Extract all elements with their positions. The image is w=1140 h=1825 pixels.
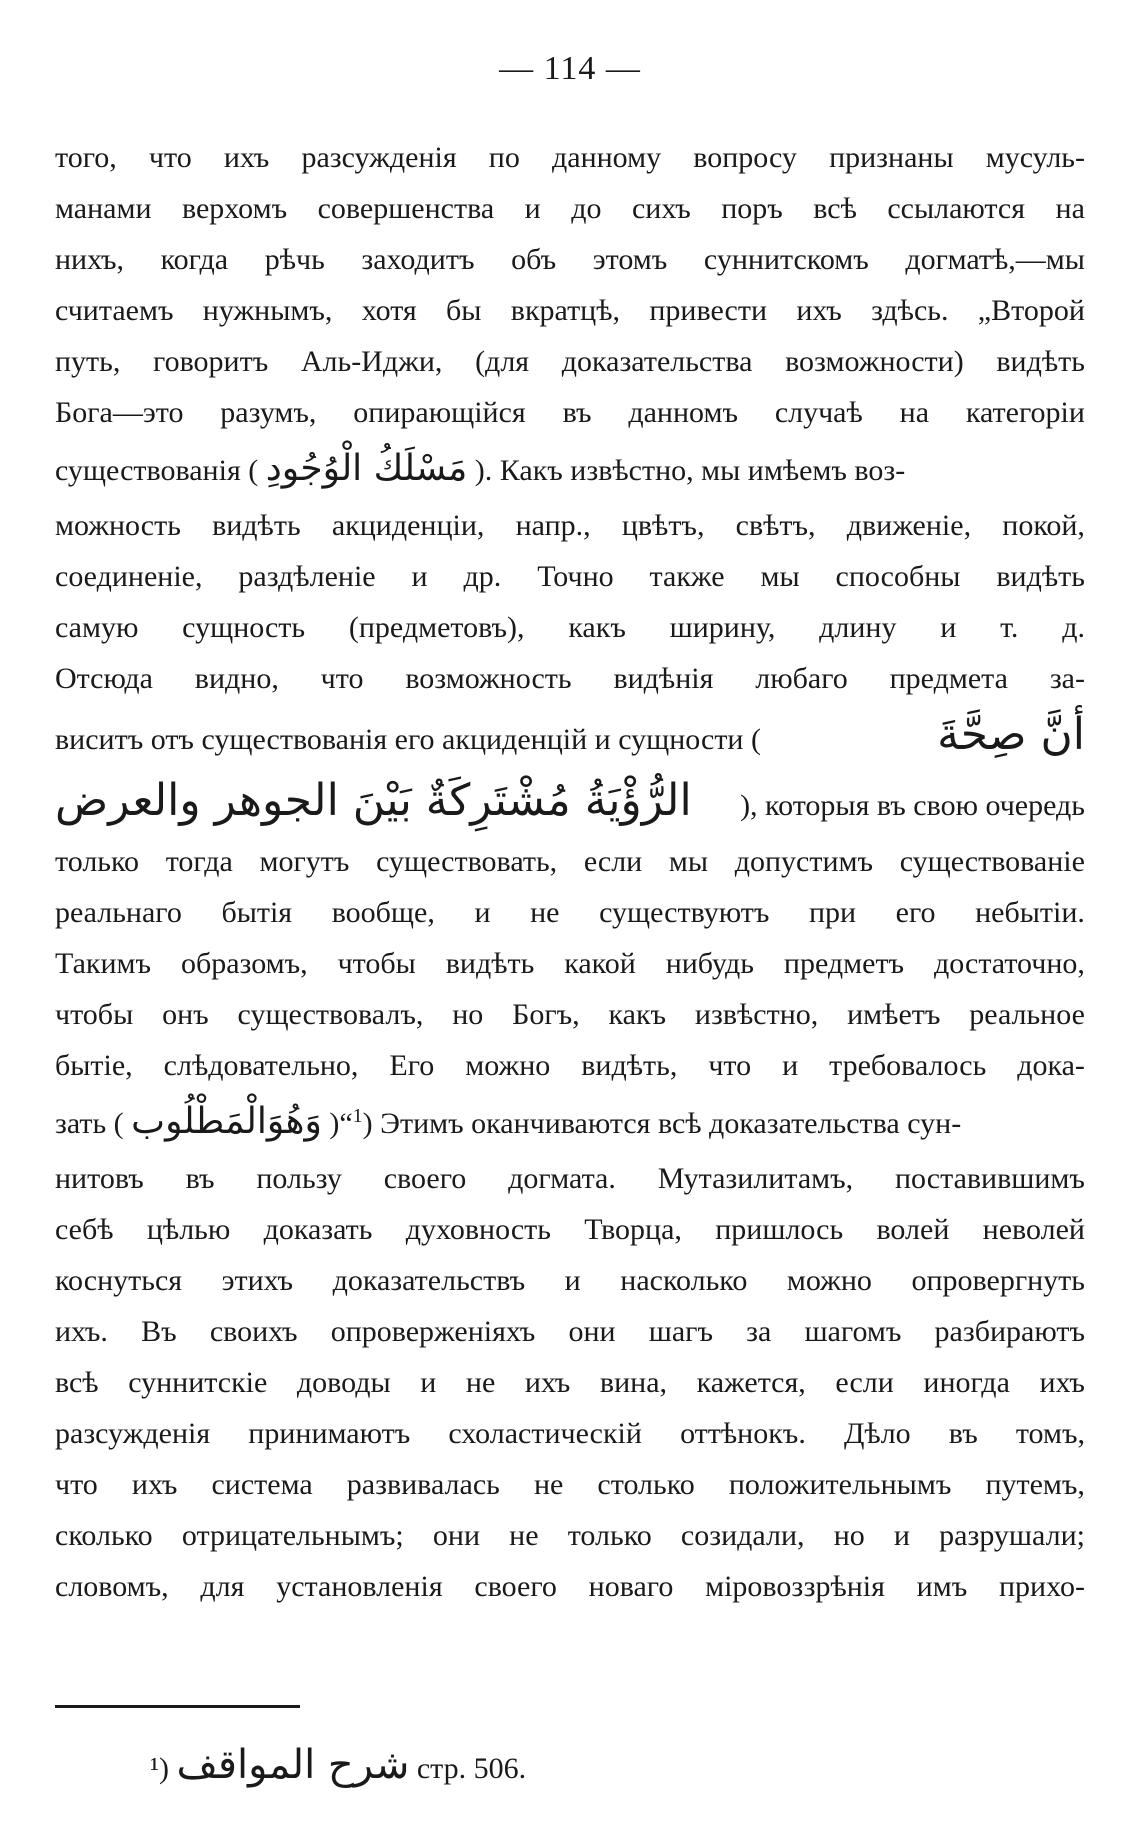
text-segment: [55, 1408, 1085, 1459]
arabic-phrase: مَسْلَكُ الْوُجُودِ: [265, 448, 468, 489]
text-segment: [55, 285, 1085, 336]
word: мусуль-: [985, 141, 1085, 174]
word: нибудь: [665, 947, 754, 980]
word: Творца,: [584, 1213, 682, 1246]
word: движеніе,: [846, 509, 972, 542]
text-line-inline: [55, 438, 905, 500]
text-segment: ) Этимъ оканчиваются всѣ доказательства сун-: [362, 1107, 962, 1140]
word: видѣнія: [613, 662, 714, 695]
word: принимаютъ: [248, 1417, 411, 1450]
text-segment: [55, 387, 1085, 438]
footnote-divider: [55, 1705, 300, 1708]
word: положительнымъ: [728, 1468, 952, 1501]
word: отрицательнымъ;: [181, 1519, 404, 1552]
text-line: [55, 1408, 1085, 1459]
text-segment: [55, 183, 1085, 234]
word: доказать: [263, 1213, 373, 1246]
word: д.: [1062, 611, 1085, 644]
word: до: [571, 192, 602, 225]
word: бытіе,: [55, 1049, 133, 1082]
word: доказательства: [561, 345, 753, 378]
word: видно,: [194, 662, 279, 695]
word: и: [411, 560, 428, 593]
word: Такимъ: [55, 947, 152, 980]
word: что: [148, 141, 192, 174]
word: сихъ: [631, 192, 691, 225]
text-segment: [55, 1357, 1085, 1408]
word: сколько: [55, 1519, 153, 1552]
text-segment: зать (: [55, 1107, 124, 1140]
word: самую: [55, 611, 139, 644]
word: можность: [55, 509, 181, 542]
text-line: [55, 1204, 1085, 1255]
word: опирающійся: [353, 396, 526, 429]
word: какъ: [608, 998, 667, 1031]
word: бы: [446, 294, 482, 327]
word: за: [746, 1315, 772, 1348]
word: доводы: [296, 1366, 391, 1399]
text-segment: [55, 1040, 1085, 1091]
word: вопросу: [693, 141, 797, 174]
word: (предметовъ),: [348, 611, 525, 644]
word: столько: [597, 1468, 695, 1501]
word: свѣтъ,: [735, 509, 816, 542]
word: нихъ,: [55, 243, 124, 276]
word: ихъ: [223, 141, 270, 174]
word: др.: [463, 560, 502, 593]
word: имъ: [916, 1570, 968, 1603]
word: и: [564, 1264, 581, 1297]
word: развивалась: [346, 1468, 500, 1501]
word: допустимъ: [734, 845, 874, 878]
word: догматѣ,—мы: [905, 243, 1085, 276]
word: здѣсь.: [871, 294, 949, 327]
text-segment: [55, 836, 1085, 887]
text-segment: [55, 132, 1085, 183]
text-segment: [55, 1561, 1085, 1612]
word: суннитскомъ: [703, 243, 869, 276]
word: ссылаются: [887, 192, 1026, 225]
text-line: [55, 989, 1085, 1040]
word: видѣть: [212, 509, 301, 542]
word: могутъ: [259, 845, 350, 878]
word: привести: [649, 294, 768, 327]
word: возможности): [785, 345, 964, 378]
text-segment: [55, 1510, 1085, 1561]
text-segment: [55, 1153, 1085, 1204]
word: Аль-Иджи,: [300, 345, 443, 378]
text-segment: ). Какъ извѣстно, мы имѣемъ воз-: [474, 454, 906, 487]
word: прихо-: [998, 1570, 1085, 1603]
word: шагомъ: [804, 1315, 902, 1348]
text-line: [55, 887, 1085, 938]
word: и: [474, 896, 491, 929]
word: если: [835, 1366, 894, 1399]
word: только: [55, 845, 140, 878]
word: образомъ,: [180, 947, 308, 980]
word: за-: [1049, 662, 1085, 695]
word: также: [649, 560, 725, 593]
word: покой,: [1002, 509, 1085, 542]
word: созидали,: [680, 1519, 805, 1552]
word: опровергнуть: [911, 1264, 1085, 1297]
word: но: [833, 1519, 865, 1552]
word: по: [488, 141, 520, 174]
word: этомъ: [592, 243, 668, 276]
word: волей: [876, 1213, 950, 1246]
word: чтобы: [55, 998, 134, 1031]
text-segment: [55, 1306, 1085, 1357]
word: видѣть,: [581, 1049, 678, 1082]
page-number: — 114 —: [499, 50, 641, 87]
word: въ: [562, 396, 592, 429]
word: какой: [564, 947, 636, 980]
text-line: [55, 1040, 1085, 1091]
body-text: [55, 132, 1085, 1612]
word: имѣетъ: [847, 998, 941, 1031]
word: міровоззрѣнія: [705, 1570, 885, 1603]
word: ихъ.: [55, 1315, 108, 1348]
word: Бога—это: [55, 396, 184, 429]
text-line: [55, 1306, 1085, 1357]
word: т.: [1000, 611, 1019, 644]
text-line: [55, 766, 1085, 836]
word: пришлось: [715, 1213, 844, 1246]
word: система: [211, 1468, 313, 1501]
word: поставившимъ: [894, 1162, 1085, 1195]
word: существуютъ: [599, 896, 770, 929]
text-segment: [55, 336, 1085, 387]
text-line: [55, 704, 1085, 766]
text-line: [55, 234, 1085, 285]
word: на: [1055, 192, 1085, 225]
word: и: [940, 611, 957, 644]
word: существованіе: [899, 845, 1085, 878]
word: требовалось: [829, 1049, 987, 1082]
word: существовать,: [376, 845, 558, 878]
word: кажется,: [696, 1366, 806, 1399]
word: и: [782, 1049, 799, 1082]
text-line: [55, 1153, 1085, 1204]
word: любаго: [755, 662, 848, 695]
word: предметъ: [783, 947, 905, 980]
word: въ: [948, 1417, 978, 1450]
word: поръ: [721, 192, 783, 225]
text-line: [55, 836, 1085, 887]
word: объ: [511, 243, 557, 276]
word: можно: [786, 1264, 872, 1297]
word: разсужденія: [301, 141, 457, 174]
word: достаточно,: [934, 947, 1085, 980]
word: (для: [475, 345, 530, 378]
word: его: [895, 896, 936, 929]
word: нужнымъ,: [202, 294, 333, 327]
word: бытія: [221, 896, 293, 929]
text-segment: ), которыя въ свою очередь: [740, 789, 1085, 822]
text-segment: [55, 1255, 1085, 1306]
word: случаѣ: [774, 396, 863, 429]
text-segment: [55, 500, 1085, 551]
footnote-reference-text: стр. 506.: [416, 1752, 527, 1785]
word: видѣть: [996, 345, 1085, 378]
word: разбираютъ: [934, 1315, 1085, 1348]
word: но: [452, 998, 484, 1031]
word: мы: [760, 560, 800, 593]
word: верхомъ: [182, 192, 288, 225]
word: Богъ,: [512, 998, 580, 1031]
word: своего: [474, 1570, 557, 1603]
word: раздѣленіе: [238, 560, 376, 593]
word: пользу: [256, 1162, 342, 1195]
word: цѣлью: [146, 1213, 231, 1246]
word: Точно: [537, 560, 614, 593]
text-segment: [55, 887, 1085, 938]
word: ихъ: [796, 294, 842, 327]
word: сущность: [182, 611, 306, 644]
word: что: [708, 1049, 752, 1082]
word: видѣть: [445, 947, 535, 980]
word: шагъ: [648, 1315, 713, 1348]
word: предмета: [889, 662, 1008, 695]
word: всѣ: [55, 1366, 99, 1399]
footnote-marker: ¹): [150, 1752, 169, 1785]
word: своего: [383, 1162, 467, 1195]
word: реальное: [969, 998, 1085, 1031]
word: оттѣнокъ.: [680, 1417, 806, 1450]
word: всѣ: [813, 192, 857, 225]
word: они: [568, 1315, 616, 1348]
text-line-inline: [55, 1091, 961, 1153]
word: категоріи: [965, 396, 1085, 429]
word: совершенства: [317, 192, 495, 225]
word: данному: [551, 141, 662, 174]
word: того,: [55, 141, 117, 174]
text-line: [55, 500, 1085, 551]
word: чтобы: [337, 947, 416, 980]
text-segment: [55, 938, 1085, 989]
word: въ: [185, 1162, 215, 1195]
arabic-phrase: وَهُوَالْمَطْلُوب: [131, 1101, 322, 1142]
word: своихъ: [209, 1315, 298, 1348]
text-segment: виситъ отъ существованія его акциденцій и сущности (: [55, 723, 761, 756]
word: реальнаго: [55, 896, 182, 929]
word: словомъ,: [55, 1570, 169, 1603]
word: ихъ: [131, 1468, 178, 1501]
word: неволей: [982, 1213, 1085, 1246]
footnote: [150, 1735, 526, 1799]
text-segment: )“: [329, 1107, 353, 1140]
word: не: [509, 1519, 539, 1552]
word: слѣдовательно,: [163, 1049, 359, 1082]
word: не: [465, 1366, 496, 1399]
text-segment: существованія (: [55, 454, 259, 487]
text-line: [55, 1091, 1085, 1153]
text-line: [55, 1357, 1085, 1408]
text-line: [55, 938, 1085, 989]
word: что: [55, 1468, 98, 1501]
word: данномъ: [628, 396, 738, 429]
word: опроверженіяхъ: [330, 1315, 536, 1348]
text-line: [55, 336, 1085, 387]
word: рѣчь: [264, 243, 325, 276]
footnote-arabic-title: شرح المواقف: [176, 1742, 410, 1788]
word: не: [533, 1468, 564, 1501]
word: Мутазилитамъ,: [657, 1162, 854, 1195]
word: для: [200, 1570, 245, 1603]
word: и: [524, 192, 541, 225]
word: насколько: [620, 1264, 748, 1297]
word: какъ: [568, 611, 626, 644]
word: разрушали;: [939, 1519, 1085, 1552]
word: схоластическій: [448, 1417, 642, 1450]
word: ихъ: [524, 1366, 571, 1399]
word: только: [567, 1519, 652, 1552]
word: коснуться: [55, 1264, 183, 1297]
word: духовность: [405, 1213, 551, 1246]
word: путемъ,: [985, 1468, 1085, 1501]
word: что: [320, 662, 364, 695]
word: существовалъ,: [237, 998, 424, 1031]
text-line: [55, 438, 1085, 500]
word: Его: [389, 1049, 435, 1082]
text-line: [55, 653, 1085, 704]
word: догмата.: [508, 1162, 616, 1195]
word: на: [899, 396, 930, 429]
text-line: [55, 1459, 1085, 1510]
word: извѣстно,: [694, 998, 819, 1031]
word: они: [432, 1519, 480, 1552]
text-segment: [55, 602, 1085, 653]
word: возможность: [405, 662, 572, 695]
word: при: [808, 896, 857, 929]
text-line: [55, 1255, 1085, 1306]
text-line: [55, 551, 1085, 602]
text-line: [55, 602, 1085, 653]
word: разумъ,: [220, 396, 317, 429]
word: заходитъ: [361, 243, 475, 276]
word: дока-: [1017, 1049, 1085, 1082]
word: и: [420, 1366, 437, 1399]
text-segment: [55, 551, 1085, 602]
text-segment: [55, 1459, 1085, 1510]
word: доказательствъ: [332, 1264, 526, 1297]
word: суннитскіе: [128, 1366, 268, 1399]
word: не: [530, 896, 560, 929]
word: если: [583, 845, 643, 878]
text-line: [55, 132, 1085, 183]
word: ихъ: [1039, 1366, 1085, 1399]
word: новаго: [588, 1570, 674, 1603]
word: способны: [835, 560, 961, 593]
word: цвѣтъ,: [621, 509, 705, 542]
word: небытіи.: [975, 896, 1085, 929]
word: онъ: [162, 998, 209, 1031]
word: путь,: [55, 345, 121, 378]
word: вкратцѣ,: [510, 294, 621, 327]
text-line: [55, 1561, 1085, 1612]
word: вина,: [599, 1366, 668, 1399]
word: тогда: [165, 845, 233, 878]
word: мы: [668, 845, 709, 878]
text-segment: [55, 989, 1085, 1040]
word: напр.,: [515, 509, 591, 542]
word: хотя: [361, 294, 417, 327]
word: вообще,: [331, 896, 435, 929]
word: иногда: [923, 1366, 1010, 1399]
text-line: [55, 183, 1085, 234]
word: говоритъ: [153, 345, 269, 378]
text-segment: [55, 653, 1085, 704]
arabic-phrase: أَنَّ صِحَّةَ: [937, 709, 1085, 760]
word: этихъ: [221, 1264, 294, 1297]
word: Въ: [141, 1315, 177, 1348]
word: манами: [55, 192, 152, 225]
word: соединеніе,: [55, 560, 203, 593]
word: себѣ: [55, 1213, 114, 1246]
word: длину: [819, 611, 897, 644]
word: Отсюда: [55, 662, 153, 695]
word: томъ,: [1015, 1417, 1085, 1450]
word: видѣть: [996, 560, 1085, 593]
text-line: [55, 387, 1085, 438]
word: установленія: [276, 1570, 443, 1603]
text-segment: [55, 1204, 1085, 1255]
word: можно: [465, 1049, 551, 1082]
word: считаемъ: [55, 294, 174, 327]
word: нитовъ: [55, 1162, 144, 1195]
arabic-phrase: الرُّؤْيَةُ مُشْتَرِكَةٌ بَيْنَ الجوهر والعرض: [55, 775, 692, 826]
footnote-reference: 1: [352, 1105, 363, 1127]
word: Дѣло: [843, 1417, 911, 1450]
word: и: [893, 1519, 910, 1552]
text-segment: [55, 234, 1085, 285]
word: разсужденія: [55, 1417, 211, 1450]
word: „Второй: [977, 294, 1085, 327]
text-line: [55, 1510, 1085, 1561]
word: когда: [160, 243, 229, 276]
word: признаны: [829, 141, 954, 174]
word: акциденціи,: [331, 509, 485, 542]
text-line: [55, 285, 1085, 336]
word: ширину,: [669, 611, 776, 644]
